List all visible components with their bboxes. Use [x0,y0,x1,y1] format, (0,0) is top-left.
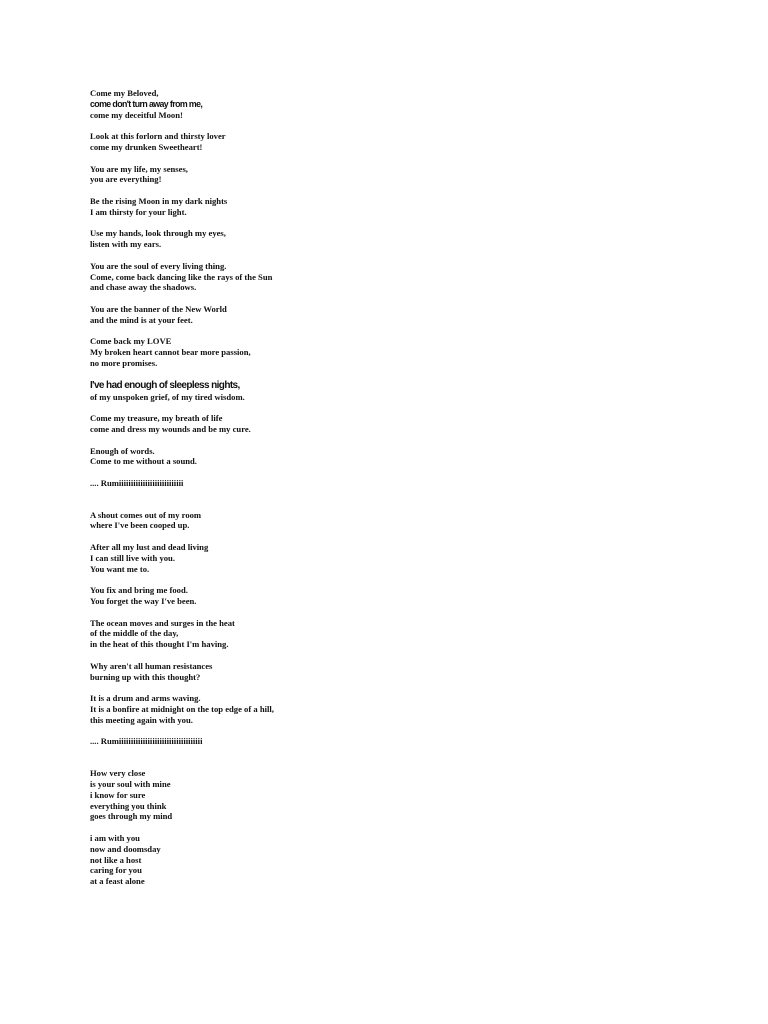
poem-line: You forget the way I've been. [90,596,197,607]
poem-line: Come, come back dancing like the rays of the Sun [90,271,273,282]
poem-line: of my unspoken grief, of my tired wisdom. [90,391,245,402]
stanza [90,693,690,725]
poem-line: Come to me without a sound. [90,456,197,467]
poem-line: come and dress my wounds and be my cure. [90,423,251,434]
poem-line: come my deceitful Moon! [90,109,183,120]
stanza [90,413,690,435]
stanza [90,833,690,887]
poem-line: you are everything! [90,174,162,185]
poem-line: Come my Beloved, [90,88,159,98]
poem-line: in the heat of this thought I'm having. [90,639,229,650]
poem-line: You are my life, my senses, [90,163,188,174]
poem-line: It is a bonfire at midnight on the top edge of a hill, [90,704,274,715]
poem-line: Enough of words. [90,445,155,456]
poem-line: Use my hands, look through my eyes, [90,228,226,239]
poem-line: A shout comes out of my room [90,509,202,520]
poem-line: Come my treasure, my breath of life [90,413,223,424]
poem-line: caring for you [90,865,142,876]
poem-line: How very close [90,768,146,779]
poem [90,510,690,748]
stanza [90,768,690,822]
poem-signature: .... Rumiiiiiiiiiiiiiiiiiiiiiiiiiiiiiiiiiii [90,736,203,747]
poem-line: listen with my ears. [90,239,162,250]
stanza [90,336,690,368]
poem-line: Come back my LOVE [90,336,172,347]
poem-line: You are the soul of every living thing. [90,260,227,271]
stanza [90,196,690,218]
poem-line: no more promises. [90,357,158,368]
poem-line: this meeting again with you. [90,714,193,725]
poem-line: everything you think [90,800,167,811]
stanza [90,164,690,186]
stanza [90,304,690,326]
poem-line: Why aren't all human resistances [90,660,213,671]
stanza [90,661,690,683]
poem-line: Be the rising Moon in my dark nights [90,195,228,206]
poem [90,768,690,887]
poem-line: now and doomsday [90,843,161,854]
poem-line: of the middle of the day, [90,628,179,639]
poem-line: come don't turn away from me, [90,98,203,109]
poem-line: and chase away the shadows. [90,282,197,293]
poem-line: I can still live with you. [90,552,175,563]
poem-line: i am with you [90,833,140,843]
stanza [90,446,690,468]
poem-line: My broken heart cannot bear more passion, [90,347,251,358]
poem-line: It is a drum and arms waving. [90,693,201,704]
stanza [90,228,690,250]
poem-line: come my drunken Sweetheart! [90,141,203,152]
poem-line: You fix and bring me food. [90,585,188,596]
poem-line: at a feast alone [90,876,145,887]
poem-line: I am thirsty for your light. [90,206,187,217]
poem-line: not like a host [90,854,142,865]
poem [90,88,690,489]
stanza [90,131,690,153]
poem-line: The ocean moves and surges in the heat [90,617,235,628]
stanza [90,618,690,650]
stanza [90,510,690,532]
document-page [90,88,690,898]
stanza [90,261,690,293]
poem-signature: .... Rumiiiiiiiiiiiiiiiiiiiiiiiiiii [90,477,184,488]
poem-line: where I've been cooped up. [90,520,190,531]
stanza [90,585,690,607]
poem-line: After all my lust and dead living [90,542,209,553]
poem-line: You are the banner of the New World [90,303,227,314]
poem-line: burning up with this thought? [90,671,201,682]
stanza [90,380,690,403]
poem-line: and the mind is at your feet. [90,314,193,325]
poem-line: goes through my mind [90,811,173,822]
stanza [90,542,690,574]
poem-line: You want me to. [90,563,150,574]
poem-line: Look at this forlorn and thirsty lover [90,131,226,142]
poem-line: i know for sure [90,789,146,800]
stanza [90,88,690,120]
poem-line: is your soul with mine [90,779,171,790]
poem-line: I've had enough of sleepless nights, [90,379,240,391]
